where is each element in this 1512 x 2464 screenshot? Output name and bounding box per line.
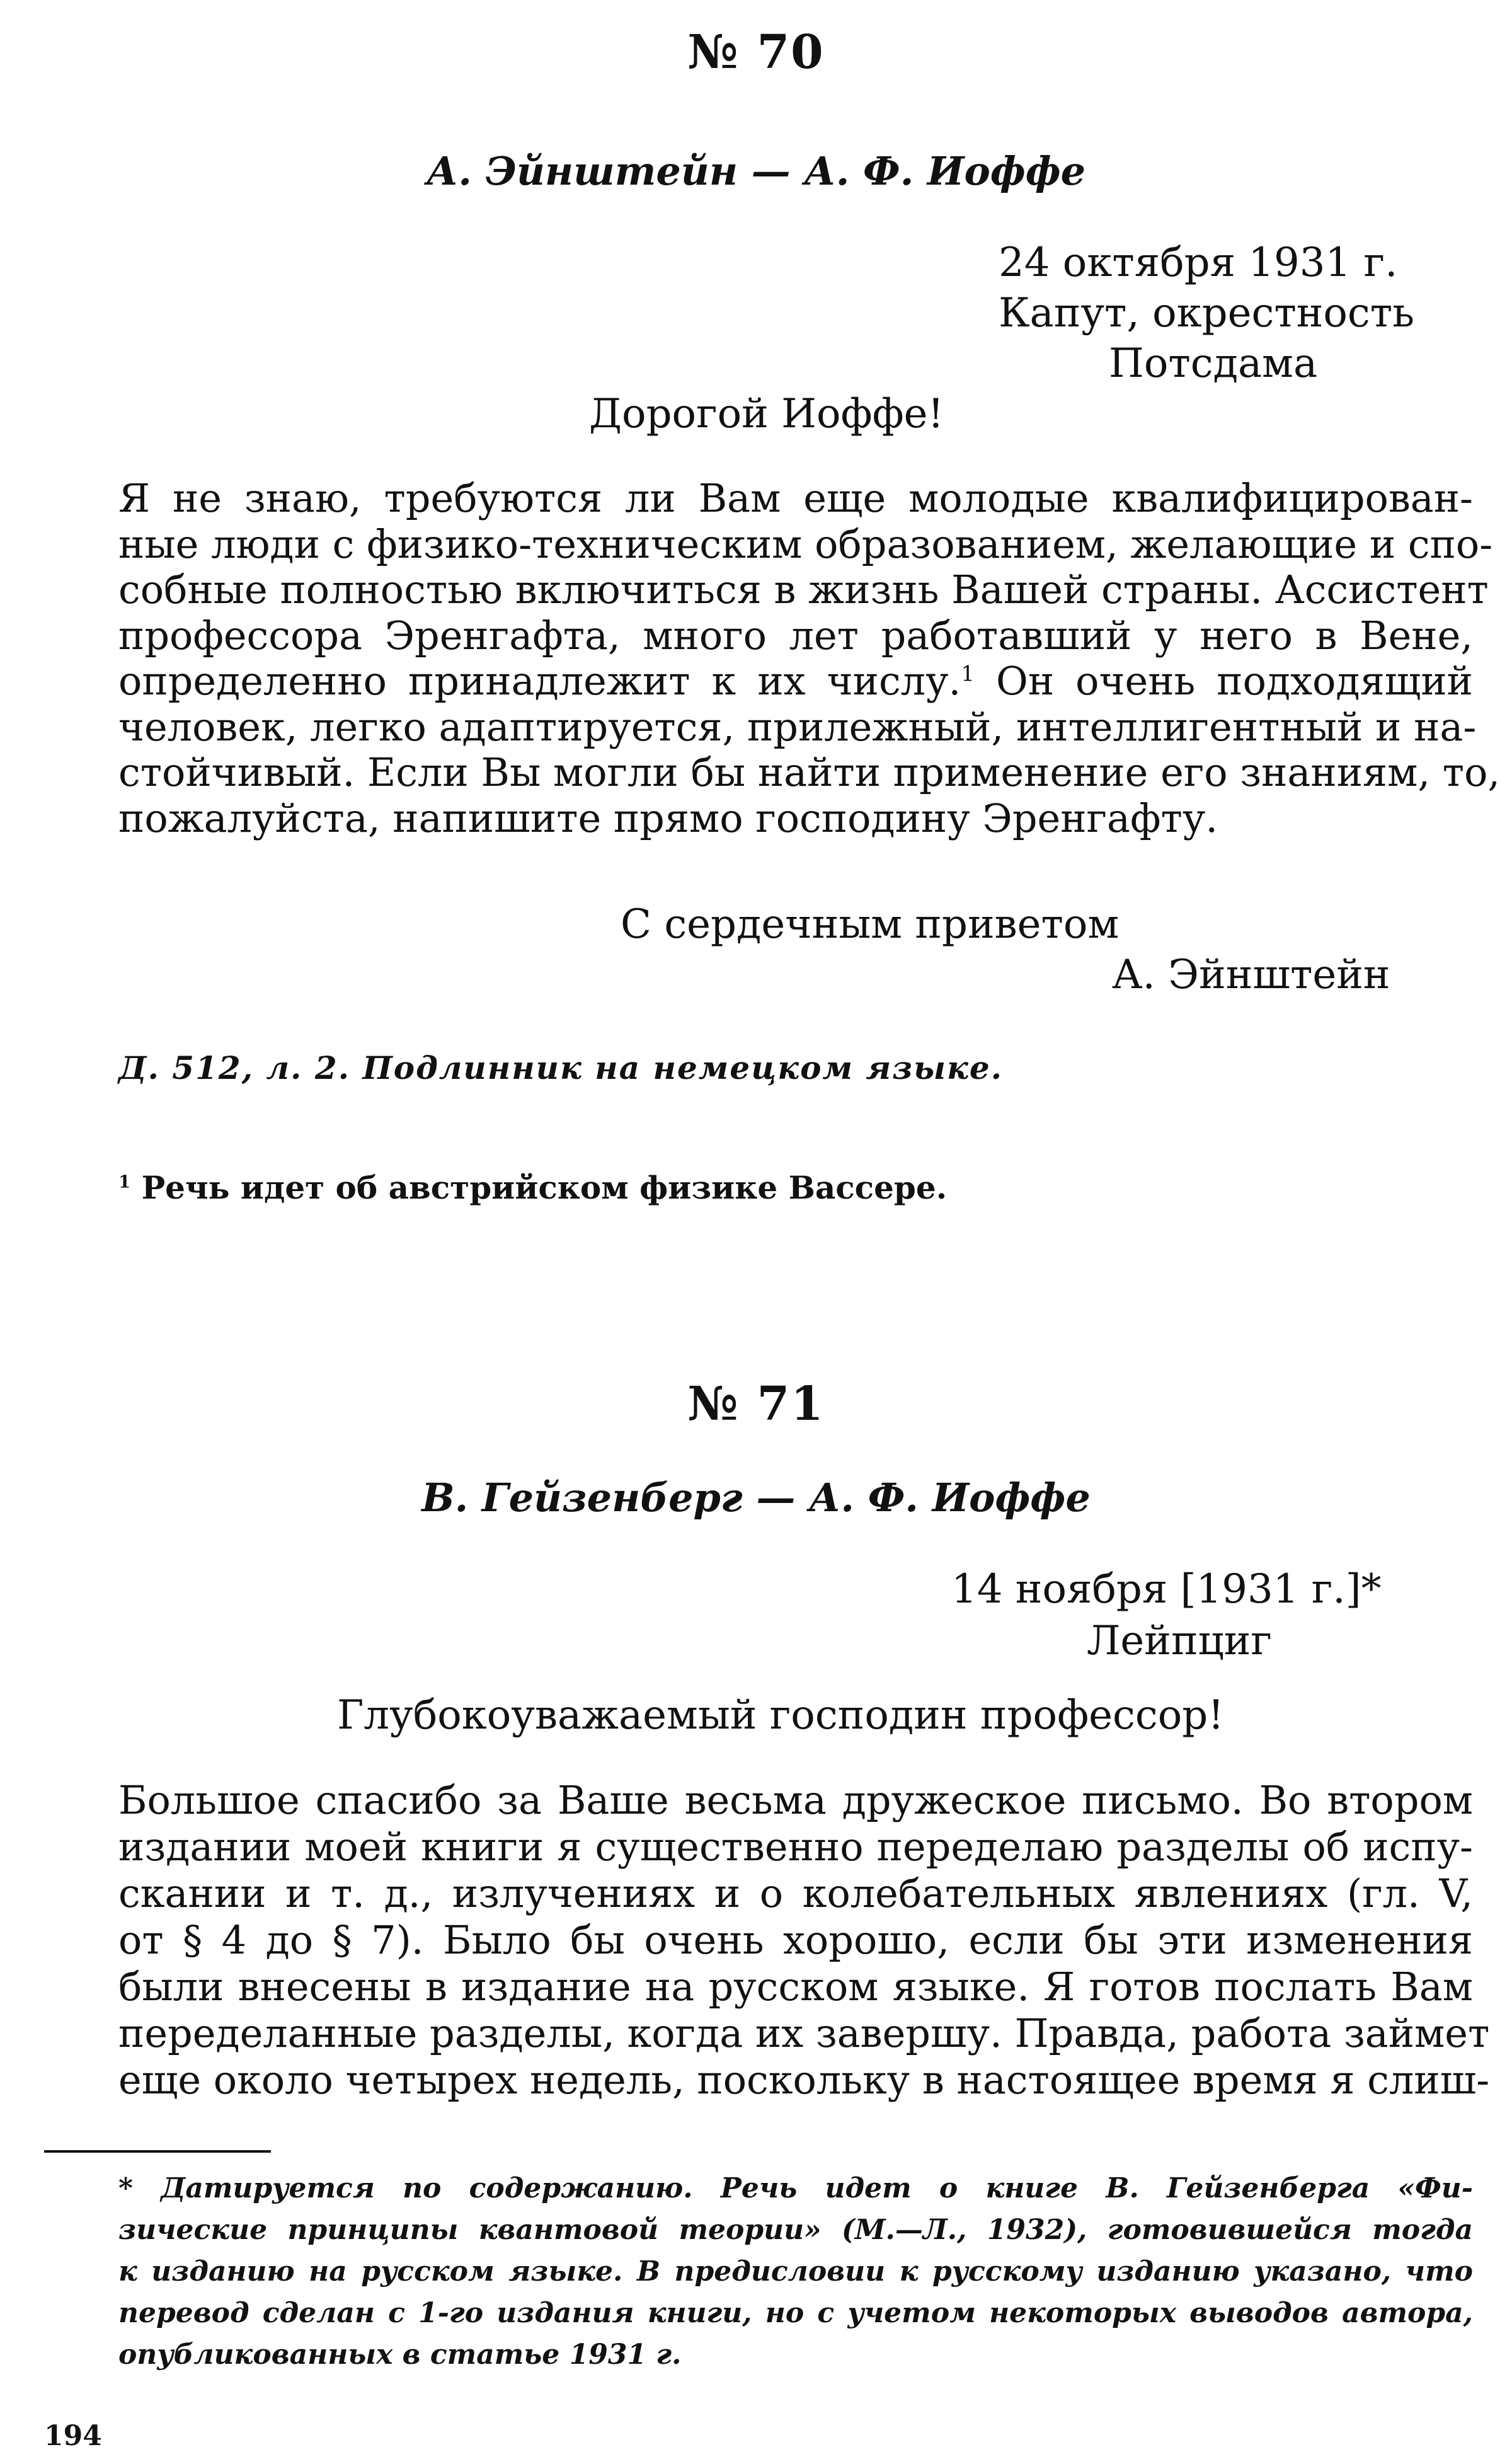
footnote-line: перевод сделан с 1-го издания книги, но с учетом некоторых выводов автора,: [118, 2297, 1473, 2329]
body-line: профессора Эренгафта, много лет работавший у него в Вене,: [118, 612, 1473, 659]
body-line: стойчивый. Если Вы могли бы найти применение его знаниям, то,: [118, 749, 1501, 795]
letter-70-number: № 70: [687, 25, 825, 79]
letter-70-signature: А. Эйнштейн: [1112, 952, 1390, 998]
letter-70-heading: А. Эйнштейн — А. Ф. Иоффе: [426, 148, 1086, 194]
letter-70-closing: С сердечным приветом: [621, 901, 1120, 948]
footnote-reference: 1: [961, 661, 975, 687]
body-line: еще около четырех недель, поскольку в настоящее время я слиш-: [118, 2057, 1490, 2103]
footnote-line: зические принципы квантовой теории» (М.—Л., 1932), готовившейся тогда: [118, 2214, 1473, 2246]
page-number: 194: [44, 2420, 102, 2452]
body-line: были внесены в издание на русском языке. Я готов послать Вам: [118, 1964, 1473, 2010]
body-line: пожалуйста, напишите прямо господину Эренгафту.: [118, 795, 1218, 841]
body-line-tail: Он очень подходящий: [996, 658, 1473, 704]
letter-71-number: № 71: [687, 1377, 825, 1431]
letter-70-archive-note: Д. 512, л. 2. Подлинник на немецком языке.: [118, 1049, 1004, 1086]
body-line: собные полностью включиться в жизнь Вашей страны. Ассистент: [118, 567, 1489, 613]
body-line: переделанные разделы, когда их завершу. Правда, работа займет: [118, 2010, 1490, 2056]
body-line: человек, легко адаптируется, прилежный, интеллигентный и на-: [118, 703, 1477, 750]
letter-71-salutation: Глубокоуважаемый господин профессор!: [337, 1692, 1224, 1739]
footnote-text: Речь идет об австрийском физике Вассере.: [141, 1169, 948, 1206]
body-line: от § 4 до § 7). Было бы очень хорошо, если бы эти изменения: [118, 1917, 1473, 1963]
letter-70-date: 24 октября 1931 г.: [999, 239, 1398, 286]
footnote-marker: 1: [118, 1172, 131, 1192]
body-line: ные люди с физико-техническим образованием, желающие и спо-: [118, 521, 1493, 567]
body-line-text: определенно принадлежит к их числу.: [118, 658, 961, 704]
body-line-with-footnote: [118, 659, 1473, 705]
body-line: издании моей книги я существенно переделаю разделы об испу-: [118, 1824, 1473, 1870]
letter-70-footnote: [118, 1169, 947, 1206]
letter-71-body: [118, 1777, 1490, 2104]
body-line: скании и т. д., излучениях и о колебательных явлениях (гл. V,: [118, 1870, 1473, 1916]
letter-70-place-line2: Потсдама: [1109, 340, 1318, 387]
body-line: Я не знаю, требуются ли Вам еще молодые квалифицирован-: [118, 475, 1473, 521]
letter-70-salutation: Дорогой Иоффе!: [589, 391, 944, 437]
footnote-line: опубликованных в статье 1931 г.: [118, 2339, 682, 2371]
letter-71-heading: В. Гейзенберг — А. Ф. Иоффе: [421, 1475, 1091, 1521]
footnote-line: * Датируется по содержанию. Речь идет о книге В. Гейзенберга «Фи-: [118, 2172, 1473, 2204]
letter-70-place-line1: Капут, окрестность: [999, 290, 1414, 337]
letter-70-body: [118, 475, 1501, 841]
letter-71-date: 14 ноября [1931 г.]*: [951, 1566, 1382, 1613]
body-line: Большое спасибо за Ваше весьма дружеское письмо. Во втором: [118, 1777, 1473, 1823]
footnote-line: к изданию на русском языке. В предисловии к русскому изданию указано, что: [118, 2255, 1473, 2288]
footnote-separator: [44, 2150, 271, 2153]
letter-71-place: Лейпциг: [1087, 1618, 1272, 1664]
letter-71-footnote: [118, 2168, 1473, 2376]
